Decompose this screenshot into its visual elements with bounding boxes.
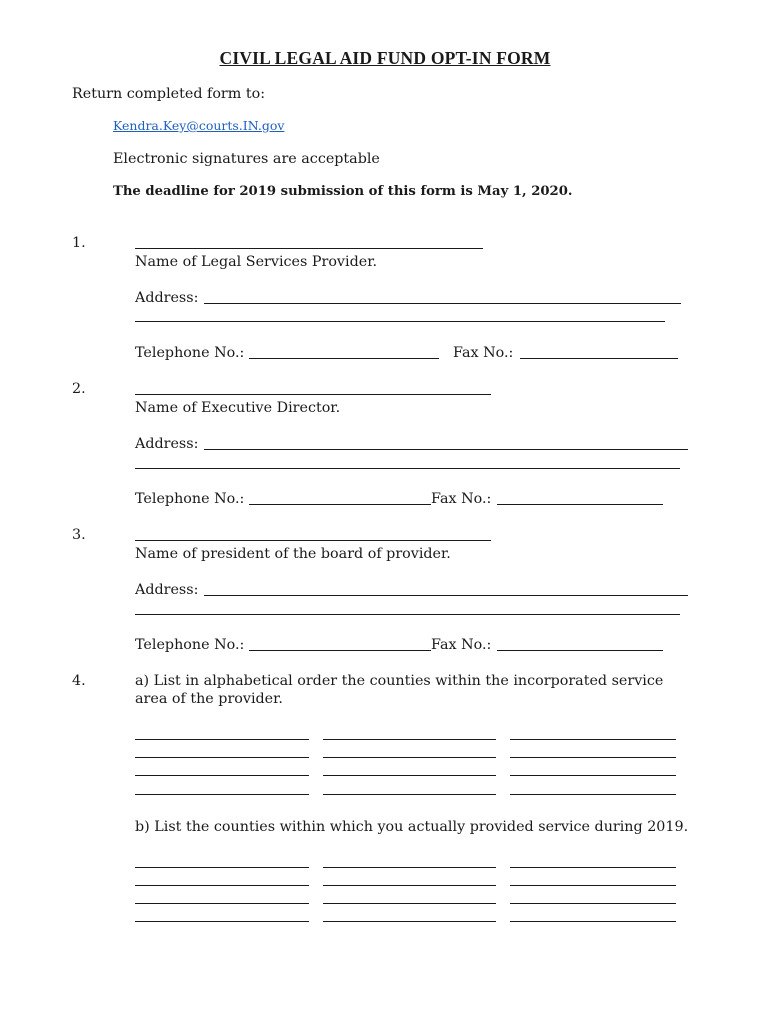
county-a-field[interactable] — [135, 794, 309, 795]
director-fax-field[interactable] — [497, 504, 663, 505]
deadline-notice: The deadline for 2019 submission of this form is May 1, 2020. — [113, 184, 573, 199]
county-b-field[interactable] — [510, 903, 676, 904]
county-b-field[interactable] — [510, 921, 676, 922]
county-a-field[interactable] — [510, 739, 676, 740]
provider-fax-field[interactable] — [520, 358, 678, 359]
section-number-2: 2. — [72, 381, 86, 397]
provider-name-field[interactable] — [135, 248, 483, 249]
counties-part-a-line1: a) List in alphabetical order the counties within the incorporated service — [135, 673, 664, 689]
president-address-field-2[interactable] — [135, 614, 680, 615]
section-number-1: 1. — [72, 235, 86, 251]
county-b-field[interactable] — [323, 921, 496, 922]
county-a-field[interactable] — [323, 794, 496, 795]
county-b-field[interactable] — [323, 885, 496, 886]
president-telephone-field[interactable] — [249, 650, 431, 651]
county-b-field[interactable] — [510, 885, 676, 886]
provider-address-field-1[interactable] — [204, 303, 681, 304]
county-a-field[interactable] — [510, 757, 676, 758]
return-instructions: Return completed form to: — [72, 86, 266, 102]
county-b-field[interactable] — [323, 903, 496, 904]
director-telephone-field[interactable] — [249, 504, 431, 505]
county-b-field[interactable] — [510, 867, 676, 868]
county-a-field[interactable] — [135, 757, 309, 758]
president-name-caption: Name of president of the board of provider. — [135, 546, 451, 562]
counties-part-a-line2: area of the provider. — [135, 691, 283, 707]
county-b-field[interactable] — [135, 867, 309, 868]
esign-note: Electronic signatures are acceptable — [113, 151, 380, 167]
director-telephone-label: Telephone No.: — [135, 491, 245, 507]
provider-fax-label: Fax No.: — [453, 345, 514, 361]
form-title: CIVIL LEGAL AID FUND OPT-IN FORM — [219, 48, 551, 68]
provider-address-label: Address: — [135, 290, 199, 306]
director-address-field-1[interactable] — [204, 449, 688, 450]
county-a-field[interactable] — [323, 775, 496, 776]
county-a-field[interactable] — [323, 739, 496, 740]
director-fax-label: Fax No.: — [431, 491, 492, 507]
county-a-field[interactable] — [510, 775, 676, 776]
county-a-field[interactable] — [135, 775, 309, 776]
county-b-field[interactable] — [135, 921, 309, 922]
president-fax-field[interactable] — [497, 650, 663, 651]
county-b-field[interactable] — [323, 867, 496, 868]
counties-part-b: b) List the counties within which you actually provided service during 2019. — [135, 819, 689, 835]
county-a-field[interactable] — [510, 794, 676, 795]
director-name-caption: Name of Executive Director. — [135, 400, 341, 416]
president-name-field[interactable] — [135, 540, 491, 541]
county-b-field[interactable] — [135, 885, 309, 886]
director-address-label: Address: — [135, 436, 199, 452]
county-b-field[interactable] — [135, 903, 309, 904]
section-number-3: 3. — [72, 527, 86, 543]
email-link[interactable]: Kendra.Key@courts.IN.gov — [113, 118, 285, 133]
provider-name-caption: Name of Legal Services Provider. — [135, 254, 378, 270]
section-number-4: 4. — [72, 673, 86, 689]
president-address-field-1[interactable] — [204, 595, 688, 596]
county-a-field[interactable] — [323, 757, 496, 758]
director-address-field-2[interactable] — [135, 468, 680, 469]
provider-telephone-field[interactable] — [249, 358, 439, 359]
provider-address-field-2[interactable] — [135, 321, 665, 322]
provider-telephone-label: Telephone No.: — [135, 345, 245, 361]
president-fax-label: Fax No.: — [431, 637, 492, 653]
president-address-label: Address: — [135, 582, 199, 598]
president-telephone-label: Telephone No.: — [135, 637, 245, 653]
county-a-field[interactable] — [135, 739, 309, 740]
director-name-field[interactable] — [135, 394, 491, 395]
